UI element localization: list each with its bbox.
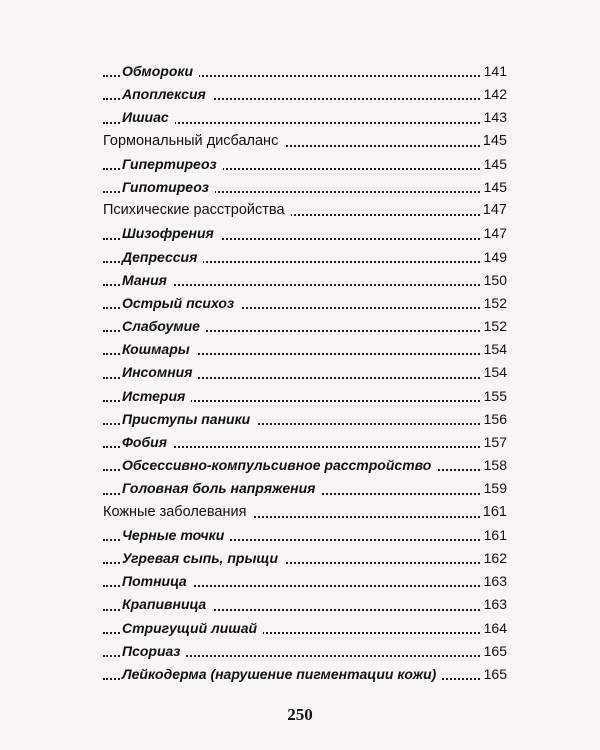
- toc-entry-page: 163: [482, 593, 507, 616]
- toc-entry-page: 154: [482, 338, 507, 361]
- toc-entry-title: Гипертиреоз: [122, 155, 217, 172]
- toc-entry-page: 152: [482, 315, 507, 338]
- toc-entry-page: 142: [482, 83, 507, 106]
- toc-entry-title: Истерия: [122, 387, 186, 404]
- toc-entry-page: 156: [482, 408, 507, 431]
- toc-entry-title: Обмороки: [122, 63, 194, 79]
- toc-entry-title: Мания: [122, 271, 167, 288]
- toc-entry: [103, 501, 507, 524]
- toc-entry: [103, 361, 507, 384]
- toc-entry: [103, 106, 507, 129]
- toc-entry-title: Лейкодерма (нарушение пигментации кожи): [122, 665, 437, 682]
- toc-entry-page: 152: [482, 292, 507, 315]
- toc-entry-page: 147: [482, 222, 507, 245]
- toc-entry: [103, 269, 507, 292]
- toc-entry: [103, 431, 507, 454]
- toc-entry-page: 147: [481, 199, 507, 222]
- toc-entry-title: Шизофрения: [122, 225, 214, 242]
- toc-entry: [103, 338, 507, 361]
- toc-entry-page: 145: [481, 130, 507, 153]
- toc-entry: [103, 246, 507, 269]
- toc-entry-page: 161: [481, 501, 507, 524]
- toc-entry-title: Головная боль напряжения: [122, 480, 316, 497]
- toc-entry-page: 163: [482, 570, 507, 593]
- toc-entry: [103, 547, 507, 570]
- toc-entry: [103, 570, 507, 593]
- toc-entry-page: 145: [482, 153, 507, 176]
- toc-entry-page: 143: [482, 106, 507, 129]
- toc-entry: [103, 593, 507, 616]
- toc-entry-page: 149: [482, 246, 507, 269]
- toc-entry-title: Слабоумие: [122, 318, 200, 335]
- toc-entry: [103, 663, 507, 686]
- toc-entry: [103, 408, 507, 431]
- toc-entry-page: 154: [482, 361, 507, 384]
- toc-entry-title: Фобия: [122, 434, 167, 450]
- toc-entry-title: Стригущий лишай: [122, 619, 258, 636]
- toc-entry: [103, 130, 507, 153]
- toc-entry-title: Психические расстройства: [103, 202, 285, 219]
- toc-entry-title: Гипотиреоз: [122, 178, 209, 195]
- toc-entry: [103, 454, 507, 477]
- table-of-contents: [103, 60, 507, 686]
- toc-entry: [103, 315, 507, 338]
- toc-entry: [103, 617, 507, 640]
- toc-entry: [103, 176, 507, 199]
- toc-entry: [103, 640, 507, 663]
- toc-entry: [103, 385, 507, 408]
- toc-entry: [103, 83, 507, 106]
- toc-entry-title: Приступы паники: [122, 410, 251, 427]
- toc-entry-title: Ишиас: [122, 109, 169, 126]
- toc-entry-title: Обсессивно-компульсивное расстройство: [122, 457, 432, 474]
- toc-entry-title: Черные точки: [122, 526, 225, 543]
- toc-entry-page: 155: [482, 385, 507, 408]
- toc-entry-page: 165: [482, 640, 507, 663]
- toc-entry-page: 162: [482, 547, 507, 570]
- toc-entry-page: 150: [482, 269, 507, 292]
- toc-entry-title: Кожные заболевания: [103, 503, 247, 520]
- toc-entry: [103, 292, 507, 315]
- toc-entry: [103, 199, 507, 222]
- toc-entry: [103, 60, 507, 83]
- toc-entry-title: Кошмары: [122, 341, 190, 358]
- toc-entry-page: 141: [482, 60, 507, 83]
- toc-entry-page: 145: [482, 176, 507, 199]
- toc-entry-title: Крапивница: [122, 596, 207, 613]
- toc-entry-title: Псориаз: [122, 642, 181, 659]
- toc-entry: [103, 524, 507, 547]
- toc-entry-page: 161: [482, 524, 507, 547]
- toc-entry-page: 159: [482, 477, 507, 500]
- toc-entry-title: Апоплексия: [122, 86, 206, 103]
- toc-entry-title: Депрессия: [122, 248, 198, 265]
- toc-entry: [103, 477, 507, 500]
- toc-entry-page: 158: [482, 454, 507, 477]
- toc-entry-title: Потница: [122, 573, 187, 590]
- toc-entry-title: Острый психоз: [122, 294, 235, 311]
- toc-entry-page: 157: [482, 431, 507, 454]
- toc-entry: [103, 222, 507, 245]
- toc-entry-title: Угревая сыпь, прыщи: [122, 549, 279, 566]
- page-number: 250: [287, 705, 313, 724]
- toc-entry-page: 165: [482, 663, 507, 686]
- toc-entry-title: Гормональный дисбаланс: [103, 132, 279, 149]
- toc-entry: [103, 153, 507, 176]
- toc-entry-title: Инсомния: [122, 364, 193, 381]
- toc-entry-page: 164: [482, 617, 507, 640]
